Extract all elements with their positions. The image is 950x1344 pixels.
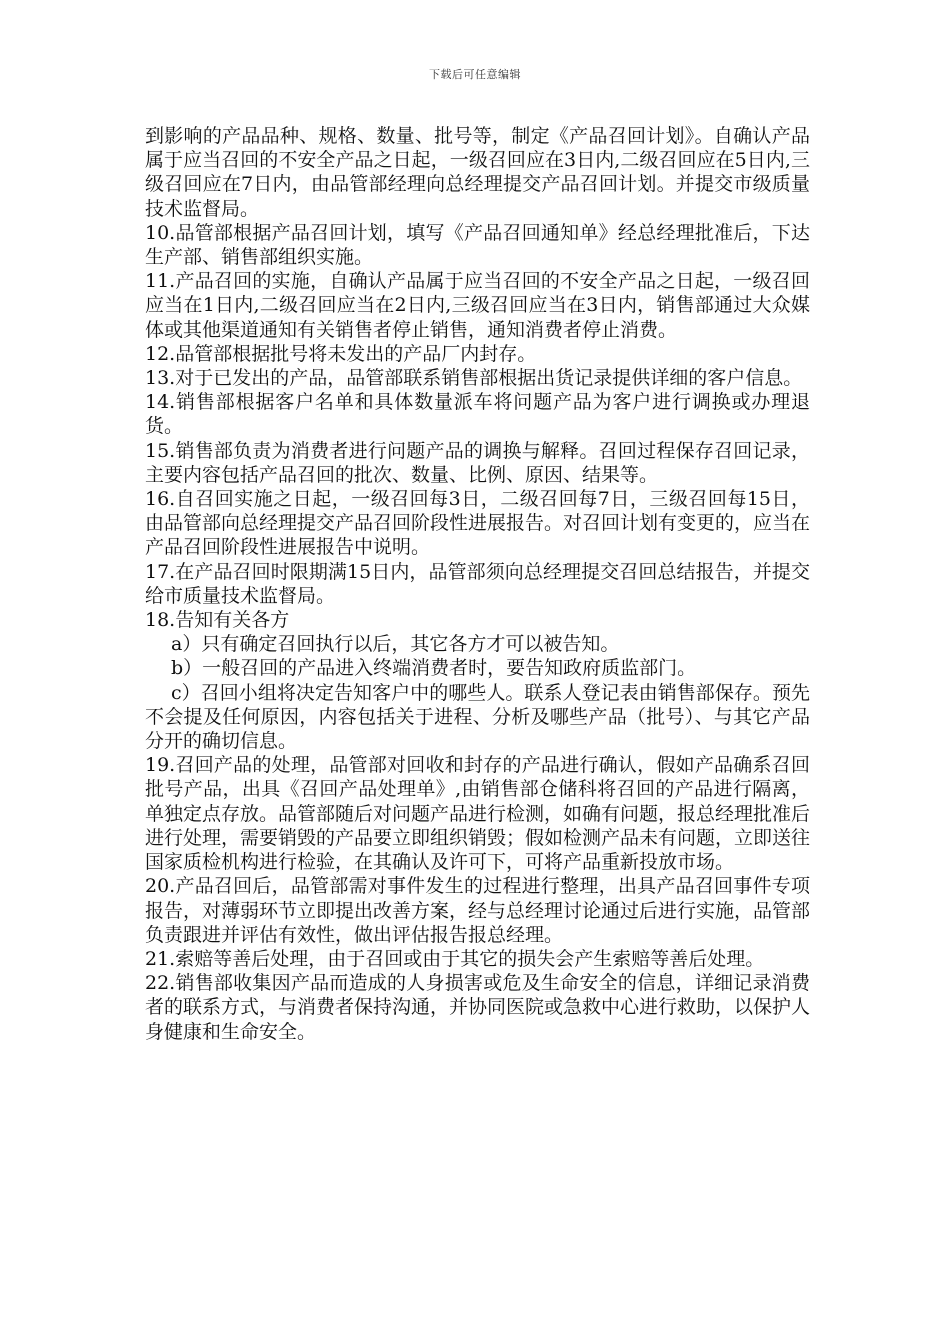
body-paragraph: 17.在产品召回时限期满15日内，品管部须向总经理提交召回总结报告，并提交给市质量技术监督局。 — [145, 560, 810, 607]
sub-item-paragraph: a）只有确定召回执行以后，其它各方才可以被告知。 — [171, 633, 620, 656]
sub-item-paragraph: c）召回小组将决定告知客户中的哪些人。联系人登记表由销售部保存。预先不会提及任何原因，内容包括关于进程、分析及哪些产品（批号）、与其它产品分开的确切信息。 — [145, 681, 810, 753]
body-paragraph: 10.品管部根据产品召回计划，填写《产品召回通知单》经总经理批准后，下达生产部、销售部组织实施。 — [145, 221, 810, 269]
body-paragraph: 22.销售部收集因产品而造成的人身损害或危及生命安全的信息，详细记录消费者的联系方式，与消费者保持沟通，并协同医院或急救中心进行救助，以保护人身健康和生命安全。 — [145, 972, 811, 1043]
body-paragraph: 15.销售部负责为消费者进行问题产品的调换与解释。召回过程保存召回记录，主要内容包括产品召回的批次、数量、比例、原因、结果等。 — [145, 439, 810, 486]
body-paragraph: 21.索赔等善后处理，由于召回或由于其它的损失会产生索赔等善后处理。 — [145, 947, 765, 970]
page-header: 下载后可任意编辑 — [429, 68, 521, 81]
body-paragraph: 到影响的产品品种、规格、数量、批号等，制定《产品召回计划》。自确认产品属于应当召回的不安全产品之日起，一级召回应在3日内,二级召回应在5日内,三级召回应在7日内，由品管部经理向总经理提交产品召回计划。并提交市级质量技术监督局。 — [145, 125, 810, 220]
body-paragraph: 14.销售部根据客户名单和具体数量派车将问题产品为客户进行调换或办理退货。 — [145, 391, 810, 438]
body-paragraph: 20.产品召回后，品管部需对事件发生的过程进行整理，出具产品召回事件专项报告，对薄弱环节立即提出改善方案，经与总经理讨论通过后进行实施，品管部负责跟进并评估有效性，做出评估报告报总经理。 — [145, 875, 811, 946]
body-paragraph: 18.告知有关各方 — [145, 609, 290, 632]
body-paragraph: 12.品管部根据批号将未发出的产品厂内封存。 — [145, 342, 537, 365]
body-paragraph: 16.自召回实施之日起，一级召回每3日，二级召回每7日，三级召回每15日，由品管部向总经理提交产品召回阶段性进展报告。对召回计划有变更的，应当在产品召回阶段性进展报告中说明。 — [145, 488, 811, 559]
sub-item-paragraph: b）一般召回的产品进入终端消费者时，要告知政府质监部门。 — [171, 657, 697, 680]
document-body — [145, 124, 810, 1044]
body-paragraph: 11.产品召回的实施，自确认产品属于应当召回的不安全产品之日起，一级召回应当在1日内,二级召回应当在2日内,三级召回应当在3日内，销售部通过大众媒体或其他渠道通知有关销售者停止销售，通知消费者停止消费。 — [145, 270, 810, 341]
body-paragraph: 13.对于已发出的产品，品管部联系销售部根据出货记录提供详细的客户信息。 — [145, 367, 803, 390]
body-paragraph: 19.召回产品的处理，品管部对回收和封存的产品进行确认，假如产品确系召回批号产品，出具《召回产品处理单》,由销售部仓储科将召回的产品进行隔离，单独定点存放。品管部随后对问题产品进行检测，如确有问题，报总经理批准后进行处理，需要销毁的产品要立即组织销毁；假如检测产品未有问题，立即送往国家质检机构进行检验，在其确认及许可下，可将产品重新投放市场。 — [145, 754, 811, 874]
